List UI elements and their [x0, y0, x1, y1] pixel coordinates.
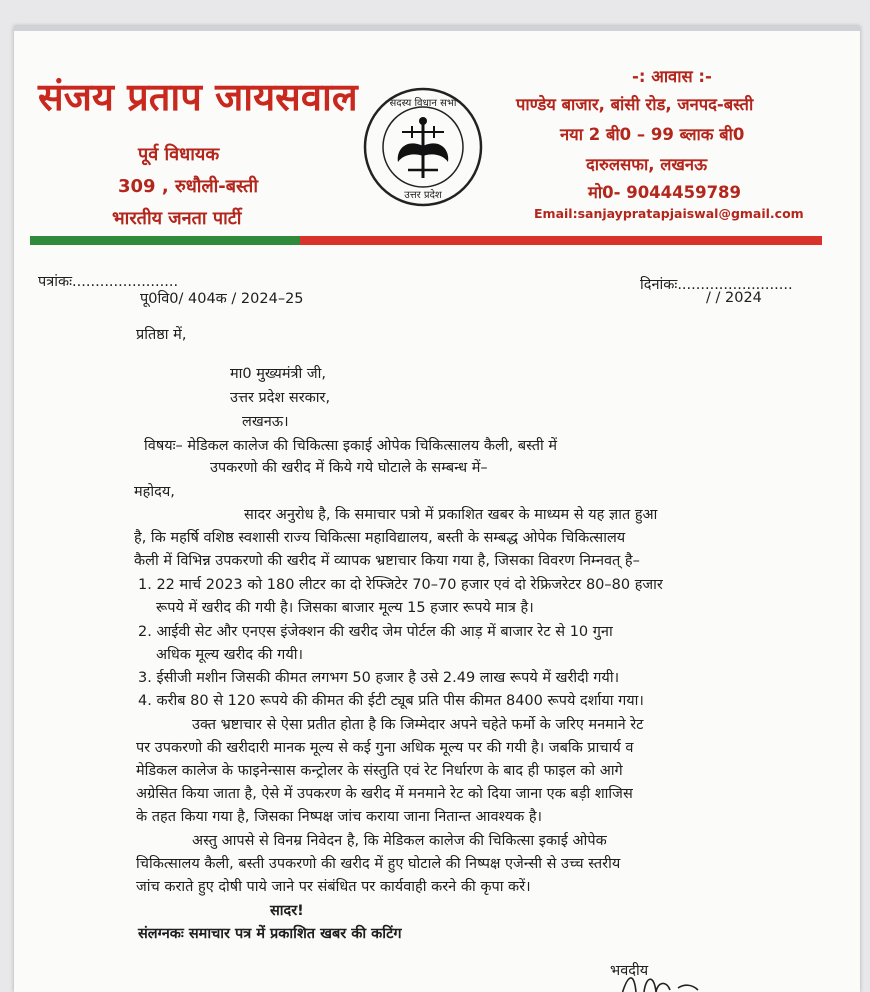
letter-page	[14, 26, 860, 992]
item-4: 4. करीब 80 से 120 रूपये की कीमत की ईटी ट्यूब प्रति पीस कीमत 8400 रूपये दर्शाया गया।	[138, 693, 644, 709]
signoff: भवदीय	[610, 963, 649, 979]
party-name: भारतीय जनता पार्टी	[112, 208, 242, 229]
greeting: महोदय,	[134, 484, 175, 500]
address-line-2: नया 2 बी0 – 99 ब्लाक बी0	[560, 125, 745, 144]
reference-label: पत्रांकः.......................	[38, 274, 179, 290]
item-2-line-2: अधिक मूल्य खरीद की गयी।	[156, 647, 303, 663]
intro-line-2: है, कि महर्षि वशिष्ठ स्वशासी राज्य चिकित्सा महाविद्यालय, बस्ती के सम्बद्ध ओपेक चिकित्सालय	[134, 530, 626, 546]
email-address: Email:sanjaypratapjaiswal@gmail.com	[534, 206, 804, 221]
recipient-line-2: उत्तर प्रदेश सरकार,	[230, 390, 331, 406]
date-value: / / 2024	[706, 290, 762, 306]
constituency: 309 , रुधौली-बस्ती	[118, 176, 258, 197]
assembly-emblem	[362, 86, 484, 212]
item-1-line-1: 1. 22 मार्च 2023 को 180 लीटर का दो रेफ्जिटेर 70–70 हजार एवं दो रेफ्रिजरेटर 80–80 हजार	[138, 577, 663, 593]
address-line-3: दारुलसफा, लखनऊ	[586, 155, 708, 174]
band-red	[300, 236, 822, 245]
para2-line-4: अग्रेसित किया जाता है, ऐसे में उपकरण के खरीद में मनमाने रेट को दिया जाना एक बड़ी शाजिस	[136, 786, 633, 802]
item-2-line-1: 2. आईवी सेट और एनएस इंजेक्शन की खरीद जेम पोर्टल की आड़ में बाजार रेट से 10 गुना	[138, 624, 613, 640]
signature-scribble	[614, 966, 754, 992]
sender-name: संजय प्रताप जायसवाल	[38, 74, 358, 119]
band-green	[30, 236, 300, 245]
item-1-line-2: रूपये में खरीद की गयी है। जिसका बाजार मूल्य 15 हजार रूपये मात्र है।	[156, 600, 534, 616]
top-edge-line	[14, 26, 860, 31]
para2-line-2: पर उपकरणो की खरीदारी मानक मूल्य से कई गुना अधिक मूल्य पर की गयी है। जबकि प्राचार्य व	[136, 740, 634, 756]
para2-line-1: उक्त भ्रष्टाचार से ऐसा प्रतीत होता है कि जिम्मेदार अपने चहेते फर्मो के जरिए मनमाने रेट	[192, 717, 644, 733]
emblem-seal-icon	[362, 86, 484, 208]
recipient-line-3: लखनऊ।	[242, 414, 289, 430]
residence-title: -: आवास :-	[632, 67, 712, 86]
address-line-1: पाण्डेय बाजार, बांसी रोड, जनपद-बस्ती	[516, 95, 754, 114]
salutation: प्रतिष्ठा में,	[136, 327, 187, 343]
para3-line-3: जांच कराते हुए दोषी पाये जाने पर संबंधित पर कार्यवाही करने की कृपा करें।	[136, 879, 531, 895]
mobile-number: मो0- 9044459789	[588, 183, 742, 202]
designation: पूर्व विधायक	[138, 144, 220, 165]
para3-line-2: चिकित्सालय कैली, बस्ती उपकरणो की खरीद में हुए घोटाले की निष्पक्ष एजेन्सी से उच्च स्तरीय	[136, 856, 621, 872]
reference-number: पू0वि0/ 404क / 2024–25	[140, 291, 304, 307]
para2-line-5: के तहत किया गया है, जिसका निष्पक्ष जांच कराया जाना नितान्त आवश्यक है।	[136, 809, 543, 825]
date-label: दिनांकः.........................	[640, 277, 793, 293]
closing: सादर!	[270, 903, 304, 919]
recipient-line-1: मा0 मुख्यमंत्री जी,	[230, 366, 326, 382]
enclosure: संलग्नकः समाचार पत्र में प्रकाशित खबर की कटिंग	[138, 926, 402, 942]
intro-line-1: सादर अनुरोध है, कि समाचार पत्रो में प्रकाशित खबर के माध्यम से यह ज्ञात हुआ	[244, 507, 658, 523]
intro-line-3: कैली में विभिन्न उपकरणो की खरीद में व्यापक भ्रष्टाचार किया गया है, जिसका विवरण निम्नवत् है–	[134, 553, 640, 569]
para3-line-1: अस्तु आपसे से विनम्र निवेदन है, कि मेडिकल कालेज की चिकित्सा इकाई ओपेक	[192, 833, 607, 849]
para2-line-3: मेडिकल कालेज के फाइनेन्सास कन्ट्रोलर के संस्तुति एवं रेट निर्धारण के बाद ही फाइल को आगे	[136, 763, 623, 779]
subject-line-2: उपकरणो की खरीद में किये गये घोटाले के सम्बन्ध में–	[210, 460, 488, 476]
emblem-bottom-text: उत्तर प्रदेश	[404, 190, 442, 201]
letterhead-color-band	[30, 236, 822, 245]
subject-line-1: विषयः– मेडिकल कालेज की चिकित्सा इकाई ओपेक चिकित्सालय कैली, बस्ती में	[144, 438, 558, 454]
item-3: 3. ईसीजी मशीन जिसकी कीमत लगभग 50 हजार है उसे 2.49 लाख रूपये में खरीदी गयी।	[138, 670, 620, 686]
emblem-top-text: सदस्य विधान सभा	[389, 98, 457, 109]
